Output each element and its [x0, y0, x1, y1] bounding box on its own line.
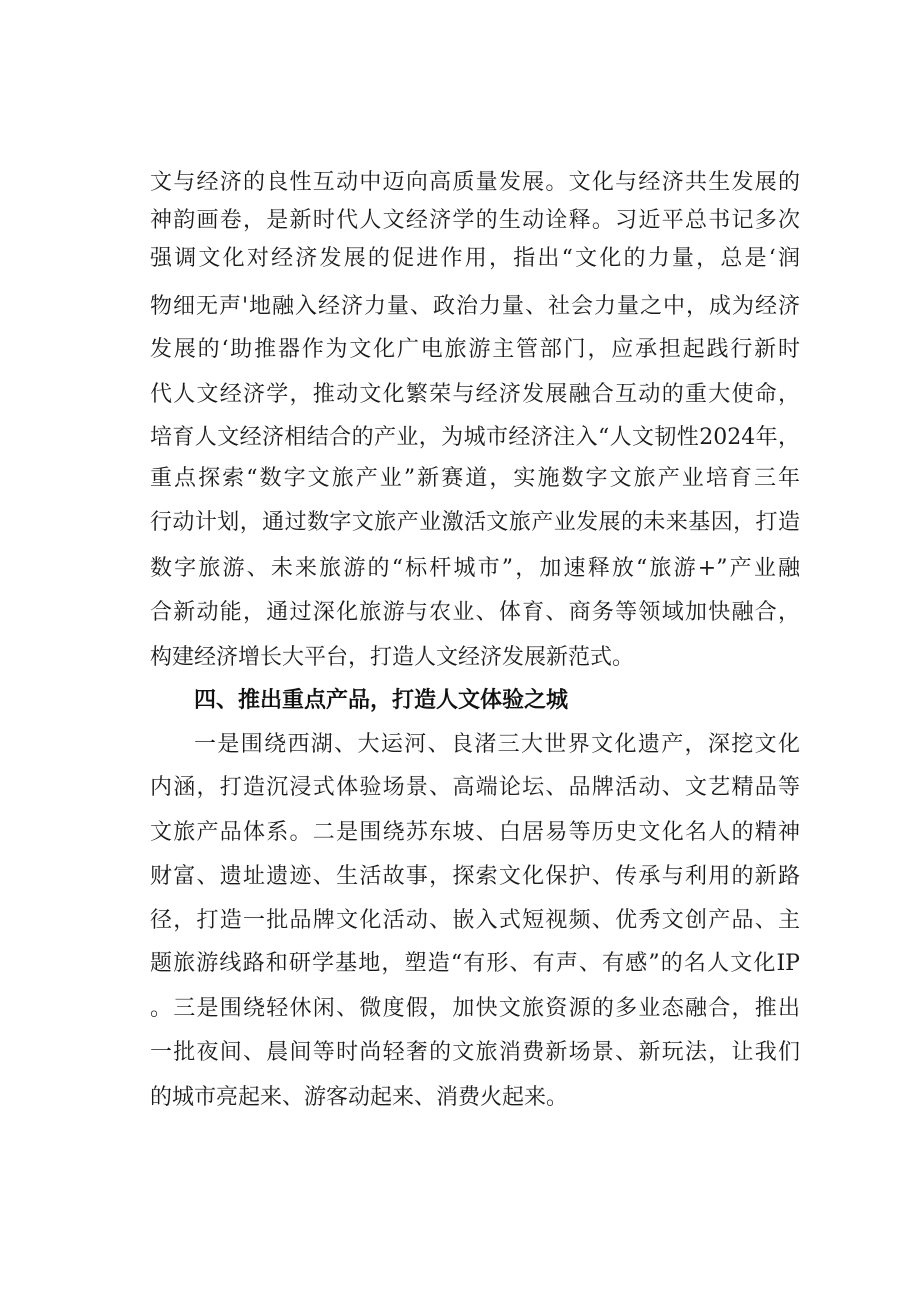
paragraph-line: 的城市亮起来、游客动起来、消费火起来。	[150, 1085, 569, 1110]
paragraph-line: 重点探索“数字文旅产业”新赛道，实施数字文旅产业培育三年	[150, 466, 800, 491]
paragraph-line: 发展的‘助推器作为文化广电旅游主管部门，应承担起践行新时	[150, 337, 800, 362]
paragraph-line: 物细无声'地融入经济力量、政治力量、社会力量之中，成为经济	[150, 294, 800, 319]
paragraph-line: 数字旅游、未来旅游的“标杆城市”，加速释放“旅游+”产业融	[150, 556, 800, 581]
paragraph-line: 行动计划，通过数字文旅产业激活文旅产业发展的未来基因，打造	[150, 510, 800, 535]
paragraph-line: 题旅游线路和研学基地，塑造“有形、有声、有感”的名人文化IP	[150, 951, 800, 976]
paragraph-line: 文与经济的良性互动中迈向高质量发展。文化与经济共生发展的	[150, 170, 800, 195]
paragraph-line: 代人文经济学，推动文化繁荣与经济发展融合互动的重大使命，	[150, 382, 800, 407]
paragraph-line: 。三是围绕轻休闲、微度假，加快文旅资源的多业态融合，推出	[150, 996, 800, 1021]
paragraph-line: 文旅产品体系。二是围绕苏东坡、白居易等历史文化名人的精神	[150, 820, 800, 845]
paragraph-line: 构建经济增长大平台，打造人文经济发展新范式。	[150, 645, 635, 670]
paragraph-line: 径，打造一批品牌文化活动、嵌入式短视频、优秀文创产品、主	[150, 908, 800, 933]
paragraph-line: 内涵，打造沉浸式体验场景、高端论坛、品牌活动、文艺精品等	[150, 775, 800, 800]
paragraph-line: 财富、遗址遗迹、生活故事，探索文化保护、传承与利用的新路	[150, 864, 800, 889]
paragraph-line: 神韵画卷，是新时代人文经济学的生动诠释。习近平总书记多次	[150, 208, 800, 233]
paragraph-line: 强调文化对经济发展的促进作用，指出“文化的力量，总是‘润	[150, 246, 800, 271]
paragraph-line: 培育人文经济相结合的产业，为城市经济注入“人文韧性2024年，	[150, 425, 800, 450]
paragraph-line: 合新动能，通过深化旅游与农业、体育、商务等领域加快融合，	[150, 600, 800, 625]
paragraph-line: 一是围绕西湖、大运河、良渚三大世界文化遗产，深挖文化	[194, 732, 800, 757]
section-heading: 四、推出重点产品，打造人文体验之城	[194, 688, 569, 713]
paragraph-line: 一批夜间、晨间等时尚轻奢的文旅消费新场景、新玩法，让我们	[150, 1040, 800, 1065]
